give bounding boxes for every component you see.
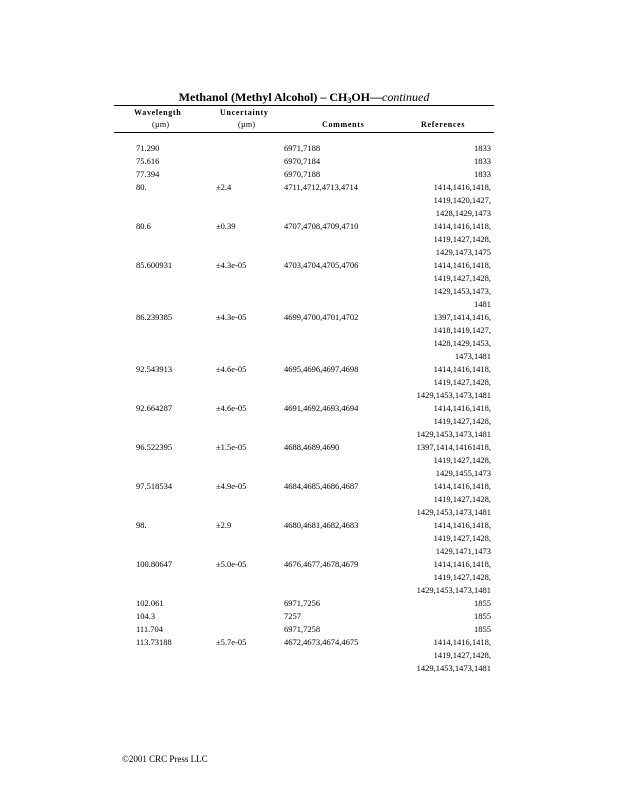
- table-row: [0, 220, 617, 259]
- wavelength-cell: 80.: [136, 182, 147, 192]
- comments-cell: 6970,7188: [284, 169, 321, 179]
- comments-cell: 6971,7258: [284, 624, 321, 634]
- references-cell: [417, 558, 491, 597]
- uncertainty-cell: ±2.4: [216, 182, 232, 192]
- references-cell: [474, 155, 491, 168]
- uncertainty-cell: ±0.39: [216, 221, 236, 231]
- title-tail: OH—: [351, 90, 382, 104]
- reference-line: 1429,1471,1473: [435, 546, 491, 556]
- comments-cell: 4691,4692,4693,4694: [284, 403, 359, 413]
- title-subscript: 3: [347, 96, 352, 105]
- table-row: [0, 168, 617, 181]
- table-row: [0, 402, 617, 441]
- reference-line: 1473,1481: [454, 351, 491, 361]
- uncertainty-cell: ±4.6e-05: [216, 364, 247, 374]
- header-wavelength: Wavelength: [134, 108, 182, 117]
- table-row: [0, 142, 617, 155]
- references-cell: [434, 519, 491, 558]
- uncertainty-cell: ±4.3e-05: [216, 260, 247, 270]
- reference-line: 1414,1416,1418,: [433, 637, 491, 647]
- comments-cell: 6970,7184: [284, 156, 321, 166]
- reference-line: 1833: [474, 169, 491, 179]
- references-cell: [434, 181, 491, 220]
- references-cell: [474, 597, 491, 610]
- reference-line: 1419,1427,1428,: [433, 377, 491, 387]
- references-cell: [417, 363, 491, 402]
- comments-cell: 7257: [284, 611, 301, 621]
- wavelength-cell: 111.704: [136, 624, 163, 634]
- references-cell: [417, 636, 491, 675]
- reference-line: 1429,1453,1473,1481: [416, 429, 491, 439]
- title-main: Methanol (Methyl Alcohol) – CH: [178, 90, 348, 104]
- header-comments: Comments: [322, 120, 365, 129]
- reference-line: 1419,1427,1428,: [433, 572, 491, 582]
- reference-line: 1397,1414,14161418,: [416, 442, 491, 452]
- reference-line: 1855: [474, 598, 491, 608]
- table-row: [0, 441, 617, 480]
- table-row: [0, 363, 617, 402]
- reference-line: 1833: [474, 156, 491, 166]
- table-header-rule: [114, 132, 494, 133]
- references-cell: [417, 402, 491, 441]
- references-cell: [474, 610, 491, 623]
- reference-line: 1429,1453,1473,1481: [416, 390, 491, 400]
- table-row: [0, 597, 617, 610]
- wavelength-cell: 102.061: [136, 598, 164, 608]
- reference-line: 1481: [474, 299, 491, 309]
- reference-line: 1855: [474, 624, 491, 634]
- uncertainty-cell: ±5.7e-05: [216, 637, 247, 647]
- uncertainty-cell: ±1.5e-05: [216, 442, 247, 452]
- uncertainty-cell: ±2.9: [216, 520, 232, 530]
- wavelength-cell: 92.664287: [136, 403, 173, 413]
- comments-cell: 4688,4689,4690: [284, 442, 340, 452]
- uncertainty-cell: ±4.9e-05: [216, 481, 247, 491]
- reference-line: 1833: [474, 143, 491, 153]
- reference-line: 1419,1427,1428,: [433, 234, 491, 244]
- comments-cell: 6971,7256: [284, 598, 321, 608]
- reference-line: 1414,1416,1418,: [433, 364, 491, 374]
- reference-line: 1429,1455,1473: [435, 468, 491, 478]
- references-cell: [434, 311, 491, 363]
- references-cell: [474, 142, 491, 155]
- header-wavelength-unit: (µm): [152, 120, 170, 129]
- reference-line: 1419,1420,1427,: [433, 195, 491, 205]
- comments-cell: 4676,4677,4678,4679: [284, 559, 359, 569]
- uncertainty-cell: ±5.0e-05: [216, 559, 247, 569]
- wavelength-cell: 113.73188: [136, 637, 172, 647]
- reference-line: 1429,1473,1475: [435, 247, 491, 257]
- page-title: [114, 90, 494, 105]
- uncertainty-cell: ±4.3e-05: [216, 312, 247, 322]
- wavelength-cell: 80.6: [136, 221, 151, 231]
- table-row: [0, 155, 617, 168]
- reference-line: 1419,1427,1428,: [433, 533, 491, 543]
- comments-cell: 6971,7188: [284, 143, 321, 153]
- references-cell: [417, 480, 491, 519]
- reference-line: 1429,1453,1473,1481: [416, 507, 491, 517]
- reference-line: 1414,1416,1418,: [433, 221, 491, 231]
- references-cell: [434, 259, 491, 311]
- comments-cell: 4680,4681,4682,4683: [284, 520, 359, 530]
- reference-line: 1419,1427,1428,: [433, 455, 491, 465]
- wavelength-cell: 92.543913: [136, 364, 173, 374]
- reference-line: 1414,1416,1418,: [433, 403, 491, 413]
- reference-line: 1419,1427,1428,: [433, 494, 491, 504]
- comments-cell: 4684,4685,4686,4687: [284, 481, 359, 491]
- table-top-rule: [114, 105, 494, 106]
- copyright-footer: ©2001 CRC Press LLC: [122, 754, 208, 764]
- table-row: [0, 311, 617, 363]
- wavelength-cell: 97.518534: [136, 481, 173, 491]
- reference-line: 1428,1429,1473: [435, 208, 491, 218]
- comments-cell: 4707,4708,4709,4710: [284, 221, 359, 231]
- reference-line: 1397,1414,1416,: [433, 312, 491, 322]
- reference-line: 1429,1453,1473,1481: [416, 663, 491, 673]
- table-body: [0, 142, 617, 675]
- wavelength-cell: 85.600931: [136, 260, 173, 270]
- title-continued: continued: [382, 90, 430, 104]
- reference-line: 1414,1416,1418,: [433, 520, 491, 530]
- table-row: [0, 623, 617, 636]
- comments-cell: 4672,4673,4674,4675: [284, 637, 359, 647]
- references-cell: [434, 220, 491, 259]
- wavelength-cell: 75.616: [136, 156, 160, 166]
- comments-cell: 4703,4704,4705,4706: [284, 260, 359, 270]
- references-cell: [474, 168, 491, 181]
- wavelength-cell: 86.239385: [136, 312, 173, 322]
- wavelength-cell: 100.80647: [136, 559, 173, 569]
- comments-cell: 4695,4696,4697,4698: [284, 364, 359, 374]
- reference-line: 1414,1416,1418,: [433, 559, 491, 569]
- reference-line: 1429,1453,1473,1481: [416, 585, 491, 595]
- reference-line: 1414,1416,1418,: [433, 182, 491, 192]
- reference-line: 1414,1416,1418,: [433, 260, 491, 270]
- header-uncertainty: Uncertainty: [220, 108, 269, 117]
- references-cell: [417, 441, 491, 480]
- table-row: [0, 480, 617, 519]
- reference-line: 1855: [474, 611, 491, 621]
- table-row: [0, 558, 617, 597]
- wavelength-cell: 96.522395: [136, 442, 173, 452]
- table-row: [0, 636, 617, 675]
- reference-line: 1419,1427,1428,: [433, 416, 491, 426]
- wavelength-cell: 77.394: [136, 169, 160, 179]
- reference-line: 1428,1429,1453,: [433, 338, 491, 348]
- wavelength-cell: 71.290: [136, 143, 160, 153]
- wavelength-cell: 104.3: [136, 611, 156, 621]
- table-row: [0, 519, 617, 558]
- header-references: References: [421, 120, 466, 129]
- comments-cell: 4699,4700,4701,4702: [284, 312, 359, 322]
- table-row: [0, 259, 617, 311]
- reference-line: 1414,1416,1418,: [433, 481, 491, 491]
- uncertainty-cell: ±4.6e-05: [216, 403, 247, 413]
- references-cell: [474, 623, 491, 636]
- table-row: [0, 181, 617, 220]
- wavelength-cell: 98.: [136, 520, 147, 530]
- reference-line: 1429,1453,1473,: [433, 286, 491, 296]
- header-uncertainty-unit: (µm): [238, 120, 256, 129]
- comments-cell: 4711,4712,4713,4714: [284, 182, 359, 192]
- reference-line: 1419,1427,1428,: [433, 273, 491, 283]
- reference-line: 1418,1419,1427,: [433, 325, 491, 335]
- table-row: [0, 610, 617, 623]
- reference-line: 1419,1427,1428,: [433, 650, 491, 660]
